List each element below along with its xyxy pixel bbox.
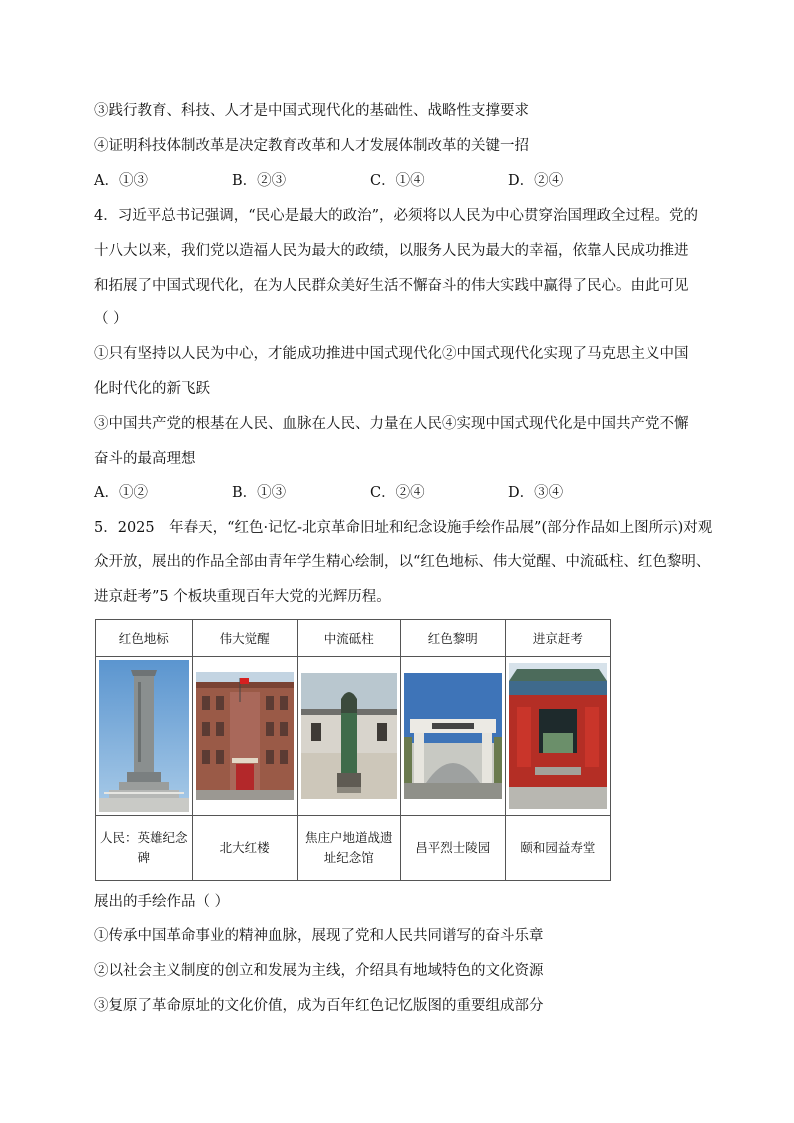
caption-line: 焦庄户地道战遗 bbox=[304, 830, 393, 845]
monument-image bbox=[99, 660, 189, 812]
q4-option-b[interactable]: B．①③ bbox=[232, 485, 287, 501]
q4-statement-1-2: ①只有坚持以人民为中心，才能成功推进中国式现代化②中国式现代化实现了马克思主义中国 bbox=[94, 346, 689, 362]
table-caption-cell bbox=[192, 816, 297, 881]
table-caption-cell bbox=[96, 816, 193, 881]
q4-statement-3-4-cont: 奋斗的最高理想 bbox=[94, 451, 196, 467]
q4-stem-line1: 4．习近平总书记强调，“民心是最大的政治”，必须将以人民为中心贯穿治国理政全过程。党的 bbox=[94, 208, 699, 224]
q3-option-d[interactable]: D．②④ bbox=[508, 173, 564, 189]
q5-statement-2: ②以社会主义制度的创立和发展为主线，介绍具有地域特色的文化资源 bbox=[94, 963, 544, 979]
table-header-cell: 红色地标 bbox=[96, 620, 193, 657]
table-caption-cell bbox=[297, 816, 400, 881]
q3-option-b[interactable]: B．②③ bbox=[232, 173, 287, 189]
monument-photo-cell bbox=[96, 657, 193, 816]
artworks-table bbox=[95, 619, 611, 881]
peking-red-building-image bbox=[196, 672, 294, 800]
temple-photo-cell bbox=[505, 657, 610, 816]
caption-line: 址纪念馆 bbox=[323, 850, 374, 865]
statement-4: ④证明科技体制改革是决定教育改革和人才发展体制改革的关键一招 bbox=[94, 138, 529, 154]
museum-photo-cell bbox=[297, 657, 400, 816]
yishoutang-hall-image bbox=[509, 663, 607, 809]
table-caption-cell bbox=[505, 816, 610, 881]
q4-option-d[interactable]: D．③④ bbox=[508, 485, 564, 501]
caption-line: 碑 bbox=[137, 850, 151, 865]
jiaozhuanghu-museum-image bbox=[301, 673, 397, 799]
table-header-cell: 中流砥柱 bbox=[297, 620, 400, 657]
caption-line: 颐和园益寿堂 bbox=[520, 840, 596, 855]
q4-option-a[interactable]: A．①② bbox=[94, 485, 148, 501]
table-header-cell: 伟大觉醒 bbox=[192, 620, 297, 657]
q4-statement-1-2-cont: 化时代化的新飞跃 bbox=[94, 381, 210, 397]
q4-stem-line2: 十八大以来，我们党以造福人民为最大的政绩，以服务人民为最大的幸福，依靠人民成功推进 bbox=[94, 243, 689, 259]
caption-line: 人民：英雄纪念 bbox=[100, 830, 188, 845]
cemetery-photo-cell bbox=[400, 657, 505, 816]
q5-stem-line2: 众开放，展出的作品全部由青年学生精心绘制，以“红色地标、伟大觉醒、中流砥柱、红色黎明、 bbox=[94, 554, 711, 570]
q4-statement-3-4: ③中国共产党的根基在人民、血脉在人民、力量在人民④实现中国式现代化是中国共产党不懈 bbox=[94, 416, 689, 432]
q5-question-stem: 展出的手绘作品（ ） bbox=[94, 894, 230, 910]
redbuilding-photo-cell bbox=[192, 657, 297, 816]
q5-statement-1: ①传承中国革命事业的精神血脉，展现了党和人民共同谱写的奋斗乐章 bbox=[94, 928, 544, 944]
q3-option-c[interactable]: C．①④ bbox=[370, 173, 425, 189]
q4-answer-paren: （ ） bbox=[94, 311, 128, 327]
statement-3: ③践行教育、科技、人才是中国式现代化的基础性、战略性支撑要求 bbox=[94, 103, 529, 119]
table-caption-cell bbox=[400, 816, 505, 881]
q5-stem-line3: 进京赶考”5 个板块重现百年大党的光辉历程。 bbox=[94, 589, 391, 605]
q4-option-c[interactable]: C．②④ bbox=[370, 485, 425, 501]
caption-line: 昌平烈士陵园 bbox=[415, 840, 491, 855]
q5-statement-3: ③复原了革命原址的文化价值，成为百年红色记忆版图的重要组成部分 bbox=[94, 998, 544, 1014]
q5-stem-line1: 5．2025 年春天，“红色·记忆-北京革命旧址和纪念设施手绘作品展”(部分作品如上图所示)对观 bbox=[94, 520, 713, 536]
q4-stem-line3: 和拓展了中国式现代化，在为人民群众美好生活不懈奋斗的伟大实践中赢得了民心。由此可见 bbox=[94, 278, 689, 294]
q3-option-a[interactable]: A．①③ bbox=[94, 173, 148, 189]
changping-cemetery-image bbox=[404, 673, 502, 799]
caption-line: 北大红楼 bbox=[219, 840, 270, 855]
table-header-cell: 进京赶考 bbox=[505, 620, 610, 657]
table-header-cell: 红色黎明 bbox=[400, 620, 505, 657]
